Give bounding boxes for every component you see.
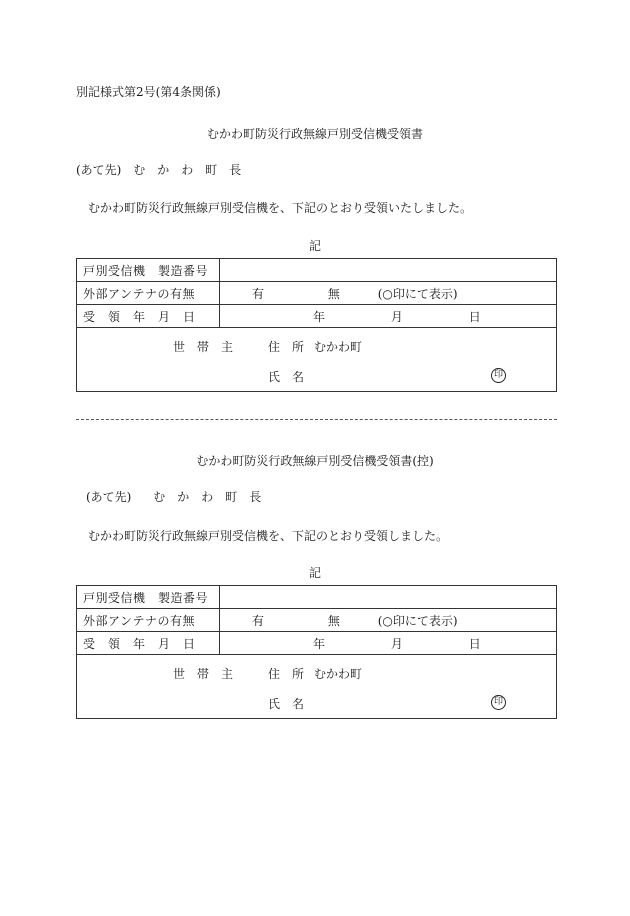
intro-text: むかわ町防災行政無線戸別受信機を、下記のとおり受領いたしました。 xyxy=(88,201,473,215)
copy-date-month: 月 xyxy=(390,636,403,651)
addressee-name: む か わ 町 長 xyxy=(133,163,242,177)
copy-date-value[interactable] xyxy=(220,632,557,655)
copy-addressee-prefix: (あて先) xyxy=(86,490,132,504)
copy-addressee-name: む か わ 町 長 xyxy=(153,490,262,504)
serial-row xyxy=(77,259,557,282)
copy-seal-icon: 印 xyxy=(491,695,506,710)
antenna-row xyxy=(77,282,557,305)
antenna-yes[interactable]: 有 xyxy=(252,286,265,301)
copy-serial-row xyxy=(77,586,557,609)
copy-address-value[interactable]: むかわ町 xyxy=(314,667,363,681)
copy-householder-row xyxy=(77,655,557,719)
receipt-table xyxy=(76,258,557,392)
date-row xyxy=(77,305,557,328)
copy-date-year: 年 xyxy=(313,636,326,651)
antenna-note: (○印にて表示) xyxy=(377,286,458,301)
copy-household-label: 世 帯 主 xyxy=(173,667,234,681)
copy-intro-text: むかわ町防災行政無線戸別受信機を、下記のとおり受領しました。 xyxy=(88,529,449,543)
date-year: 年 xyxy=(313,309,326,324)
copy-serial-label: 戸別受信機 製造番号 xyxy=(77,586,220,609)
serial-label: 戸別受信機 製造番号 xyxy=(77,259,220,282)
antenna-value[interactable] xyxy=(220,282,557,305)
date-label: 受 領 年 月 日 xyxy=(77,305,220,328)
cut-line xyxy=(76,419,557,420)
copy-receipt-table xyxy=(76,585,557,719)
address-label: 住 所 xyxy=(268,340,305,354)
copy-addressee xyxy=(86,488,261,505)
copy-name-label: 氏 名 xyxy=(268,697,305,711)
copy-ki-heading: 記 xyxy=(308,566,321,580)
addressee xyxy=(76,161,241,178)
address-value[interactable]: むかわ町 xyxy=(314,340,363,354)
copy-antenna-note: (○印にて表示) xyxy=(377,613,458,628)
seal-icon: 印 xyxy=(491,368,506,383)
copy-document-title: むかわ町防災行政無線戸別受信機受領書(控) xyxy=(196,454,434,468)
serial-value[interactable] xyxy=(220,259,557,282)
householder-row xyxy=(77,328,557,392)
antenna-label: 外部アンテナの有無 xyxy=(77,282,220,305)
copy-date-label: 受 領 年 月 日 xyxy=(77,632,220,655)
copy-address-label: 住 所 xyxy=(268,667,305,681)
copy-antenna-yes[interactable]: 有 xyxy=(252,613,265,628)
householder-cell xyxy=(77,328,557,392)
ki-heading: 記 xyxy=(308,239,321,253)
copy-antenna-row xyxy=(77,609,557,632)
copy-antenna-label: 外部アンテナの有無 xyxy=(77,609,220,632)
date-month: 月 xyxy=(390,309,403,324)
copy-date-row xyxy=(77,632,557,655)
copy-antenna-value[interactable] xyxy=(220,609,557,632)
document-title: むかわ町防災行政無線戸別受信機受領書 xyxy=(206,127,423,141)
date-day: 日 xyxy=(468,309,481,324)
copy-antenna-no[interactable]: 無 xyxy=(327,613,340,628)
date-value[interactable] xyxy=(220,305,557,328)
copy-date-day: 日 xyxy=(468,636,481,651)
household-label: 世 帯 主 xyxy=(173,340,234,354)
copy-householder-cell xyxy=(77,655,557,719)
name-label: 氏 名 xyxy=(268,370,305,384)
addressee-prefix: (あて先) xyxy=(76,163,122,177)
antenna-no[interactable]: 無 xyxy=(327,286,340,301)
copy-serial-value[interactable] xyxy=(220,586,557,609)
form-number: 別記様式第2号(第4条関係) xyxy=(76,85,221,99)
